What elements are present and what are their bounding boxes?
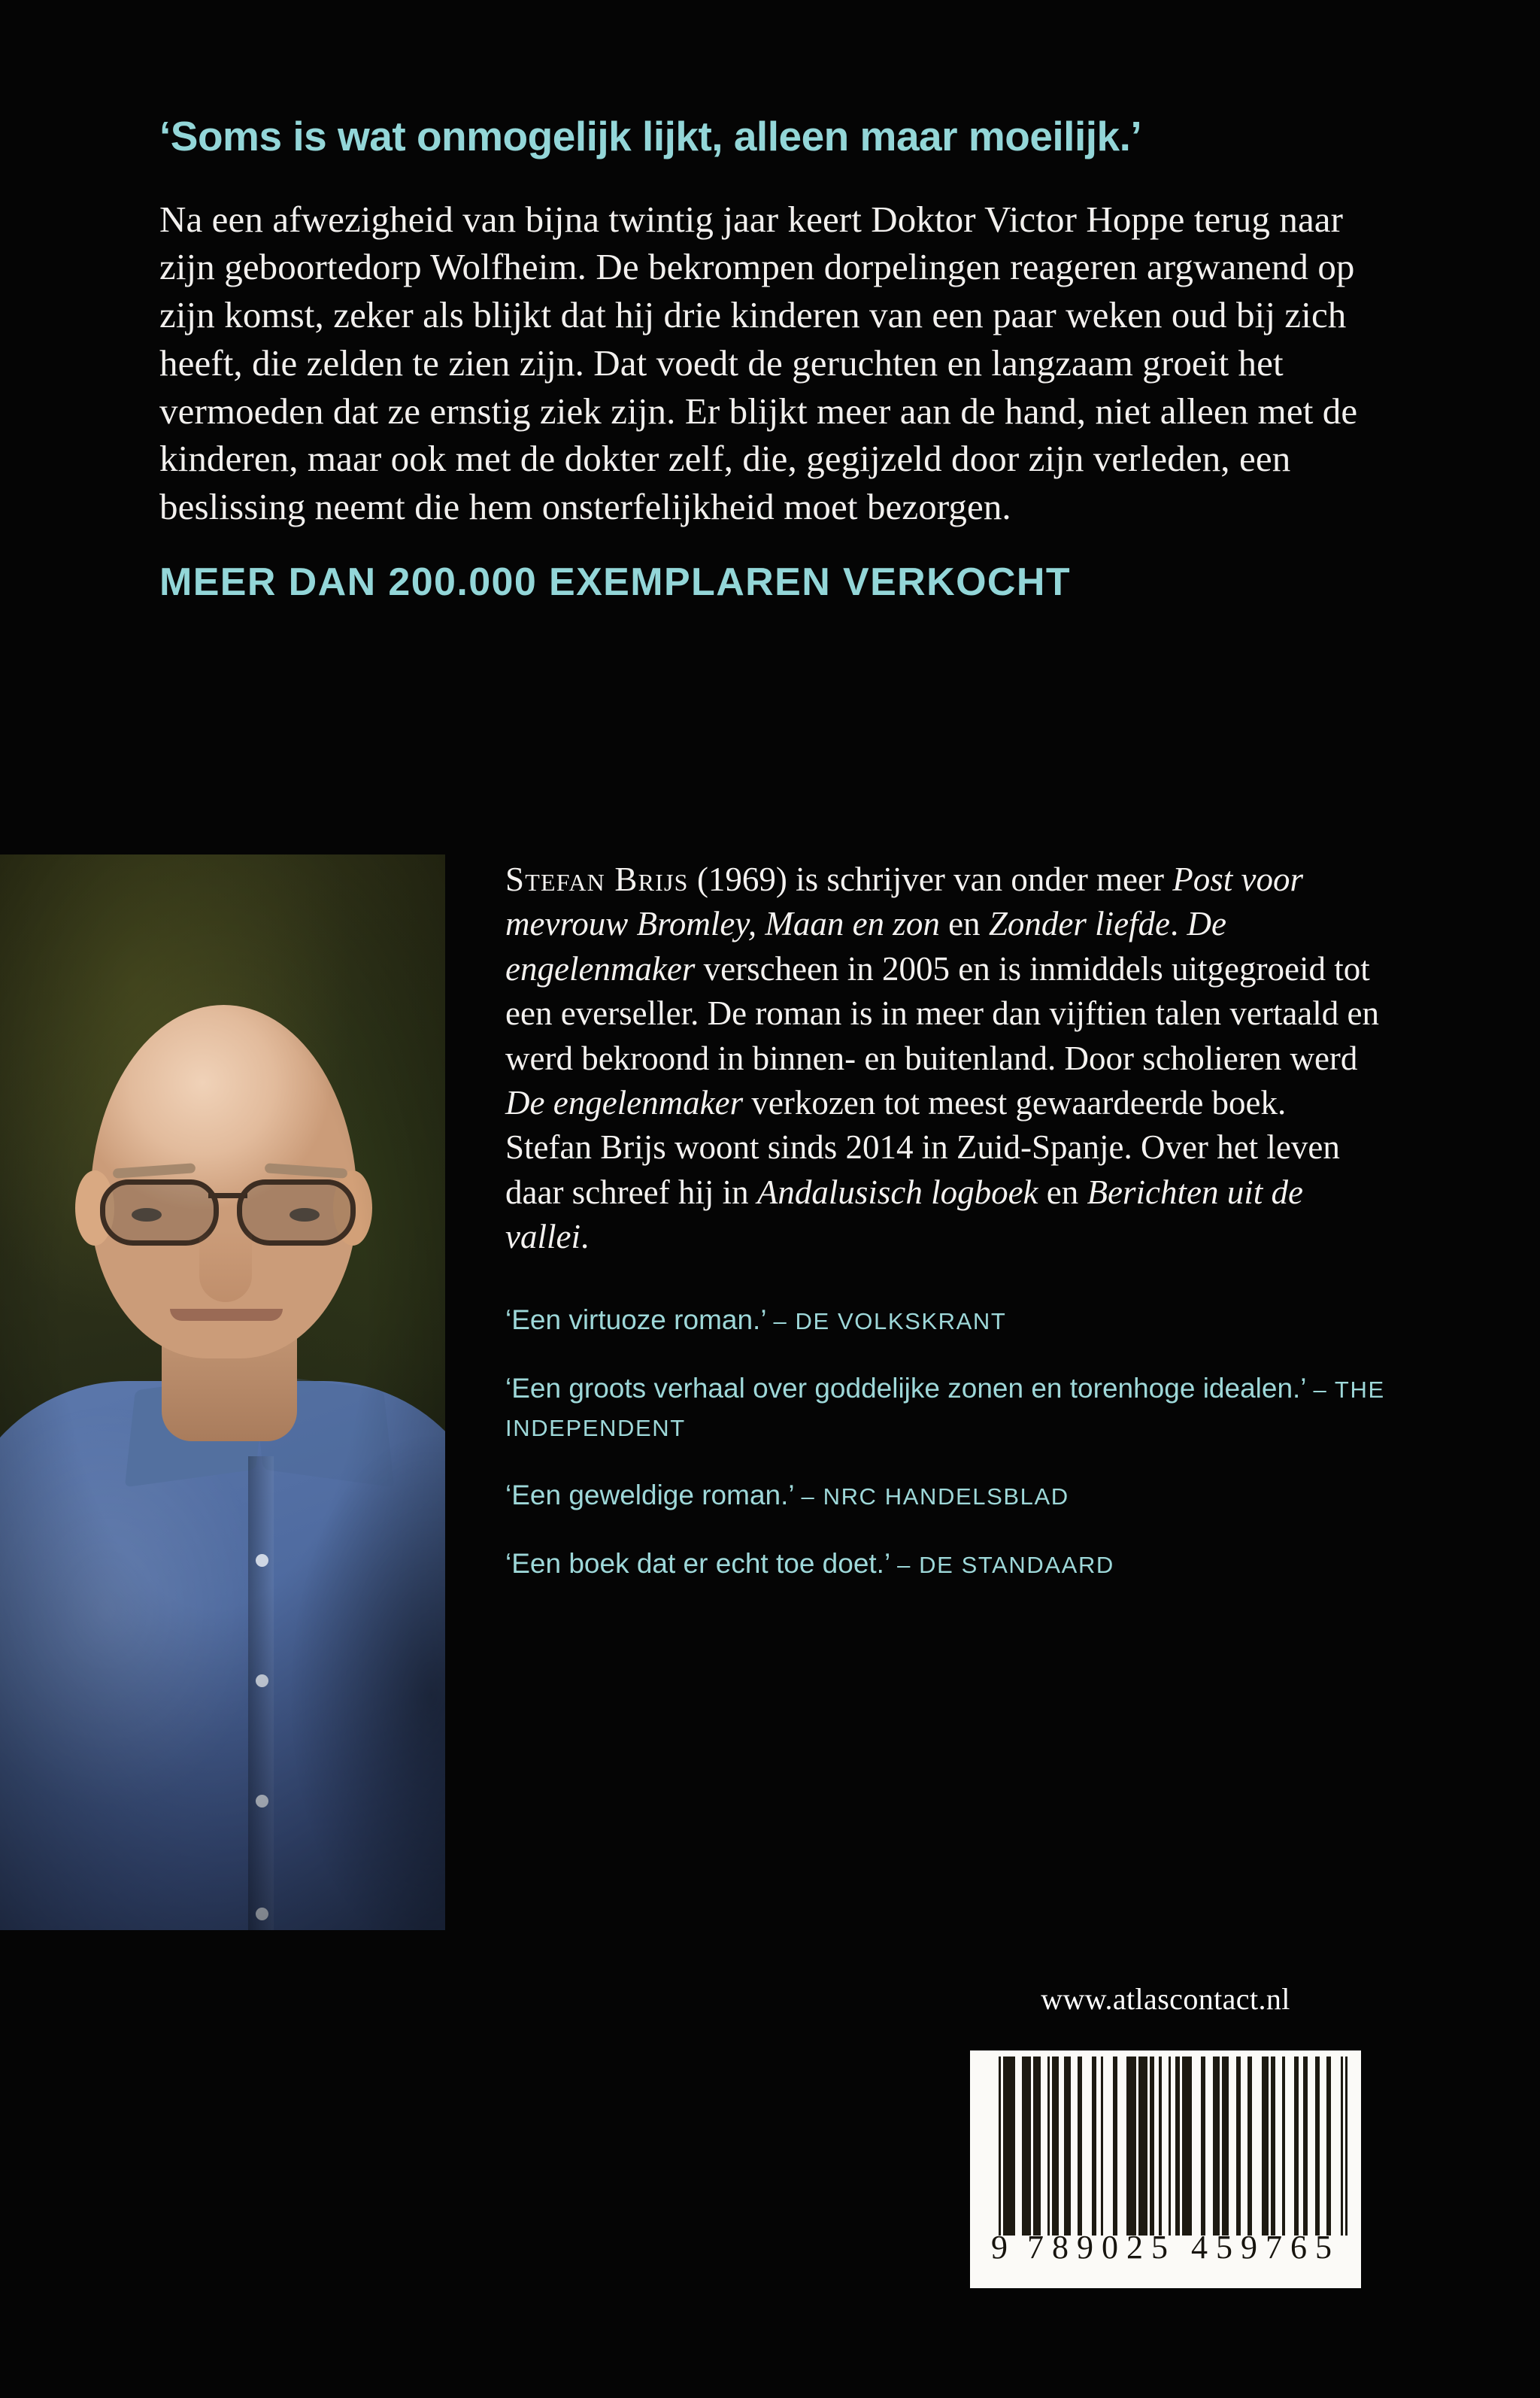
barcode-bar [1192,2057,1201,2236]
barcode-bar [1022,2057,1031,2236]
barcode-bar [1041,2057,1047,2236]
barcode-bar [1064,2057,1071,2236]
barcode-bar [1229,2057,1235,2236]
bio2-text-b: en [1038,1173,1087,1211]
barcode-bar [1162,2057,1169,2236]
author-name: Stefan Brijs [505,861,689,898]
quote-source: – NRC HANDELSBLAD [801,1483,1069,1510]
author-bio-paragraph-2 [505,1125,1393,1259]
sales-headline: MEER DAN 200.000 EXEMPLAREN VERKOCHT [159,560,1071,604]
author-bio-paragraph-1 [505,858,1393,1125]
press-quote [505,1369,1393,1446]
barcode-group-2: 459765 [1191,2229,1340,2266]
barcode-bar [1005,2057,1014,2236]
bio2-text-c: . [580,1218,590,1256]
quote-text: ‘Een virtuoze roman.’ [505,1304,774,1335]
barcode-bar [1182,2057,1191,2236]
bio-text-d: verscheen in 2005 en is inmiddels uitgegroeid tot een everseller. De roman is in meer dan vijftien talen vertaald en werd bekroond in binnen- en buitenland. Door scholieren werd [505,949,1380,1077]
press-quote [505,1544,1393,1583]
barcode-bar [1103,2057,1112,2236]
barcode-group-1: 789025 [1027,2229,1176,2266]
book-title-5: Andalusisch logboek [756,1173,1038,1211]
author-info-column [505,858,1393,1613]
quote-source: – THE INDEPENDENT [505,1376,1385,1441]
bio2-text-a: Stefan Brijs woont sinds 2014 in Zuid-Spanje. Over het leven daar schreef hij in [505,1128,1340,1211]
barcode-bar [1308,2057,1314,2236]
quote-text: ‘Een geweldige roman.’ [505,1479,802,1510]
barcode-bar [1262,2057,1269,2236]
quote-source: – DE STANDAARD [897,1551,1114,1578]
book-title-6: Berichten uit de vallei [505,1173,1303,1256]
blurb-block [159,113,1387,605]
book-title-1: Post voor mevrouw Bromley, Maan en zon [505,861,1303,943]
bio-text-c: . [1170,905,1187,943]
quote-text: ‘Een groots verhaal over goddelijke zonen en torenhoge idealen.’ [505,1372,1314,1404]
barcode-bars [999,2057,1348,2236]
tagline: ‘Soms is wat onmogelijk lijkt, alleen maar moeilijk.’ [159,113,1142,159]
barcode-bar [1015,2057,1022,2236]
barcode-bar [1252,2057,1261,2236]
barcode-bar [1071,2057,1078,2236]
barcode-bar [1285,2057,1294,2236]
barcode-bar [1320,2057,1326,2236]
barcode-bar [1213,2057,1220,2236]
bio-text-e: verkozen tot meest gewaardeerde boek. [743,1083,1287,1122]
barcode-bar [1222,2057,1229,2236]
publisher-url[interactable]: www.atlascontact.nl [1041,1982,1290,2016]
quote-text: ‘Een boek dat er echt toe doet.’ [505,1547,898,1579]
barcode-lead-digit: 9 [991,2229,1008,2266]
barcode-bar [1138,2057,1147,2236]
book-title-3: De engelenmaker [505,905,1227,988]
book-title-2: Zonder liefde [988,905,1171,943]
barcode-bar [1241,2057,1247,2236]
barcode-bar [1345,2057,1348,2236]
author-photo [0,854,445,1930]
press-quote [505,1476,1393,1514]
author-birth-year-value: (1969) [696,861,787,898]
synopsis-paragraph: Na een afwezigheid van bijna twintig jaar keert Doktor Victor Hoppe terug naar zijn geboortedorp Wolfheim. De bekrompen dorpelingen reageren argwanend op zijn komst, zeker als blijkt dat hij drie kinderen van een paar weken oud bij zich heeft, die zelden te zien zijn. Dat voedt de geruchten en langzaam groeit het vermoeden dat ze ernstig ziek zijn. Er blijkt meer aan de hand, niet alleen met de kinderen, maar ook met de dokter zelf, die, gegijzeld door zijn verleden, een beslissing neemt die hem onsterfelijkheid moet bezorgen. [159,198,1358,527]
press-quote [505,1301,1393,1339]
quote-source: – DE VOLKSKRANT [773,1307,1007,1334]
bio-text-a: is schrijver van onder meer [787,861,1173,898]
book-title-4: De engelenmaker [505,1083,744,1122]
barcode-bar [1033,2057,1040,2236]
barcode-bar [1082,2057,1091,2236]
photo-vignette [0,854,445,1930]
barcode-bar [1205,2057,1212,2236]
barcode [970,2050,1361,2288]
barcode-digits [991,2228,1346,2266]
barcode-bar [1117,2057,1126,2236]
author-birth-year [689,861,697,898]
bio-text-b: en [939,905,989,943]
barcode-bar [1275,2057,1282,2236]
press-quotes [505,1301,1393,1583]
barcode-bar [1126,2057,1135,2236]
barcode-bar [1331,2057,1340,2236]
barcode-bar [1052,2057,1059,2236]
